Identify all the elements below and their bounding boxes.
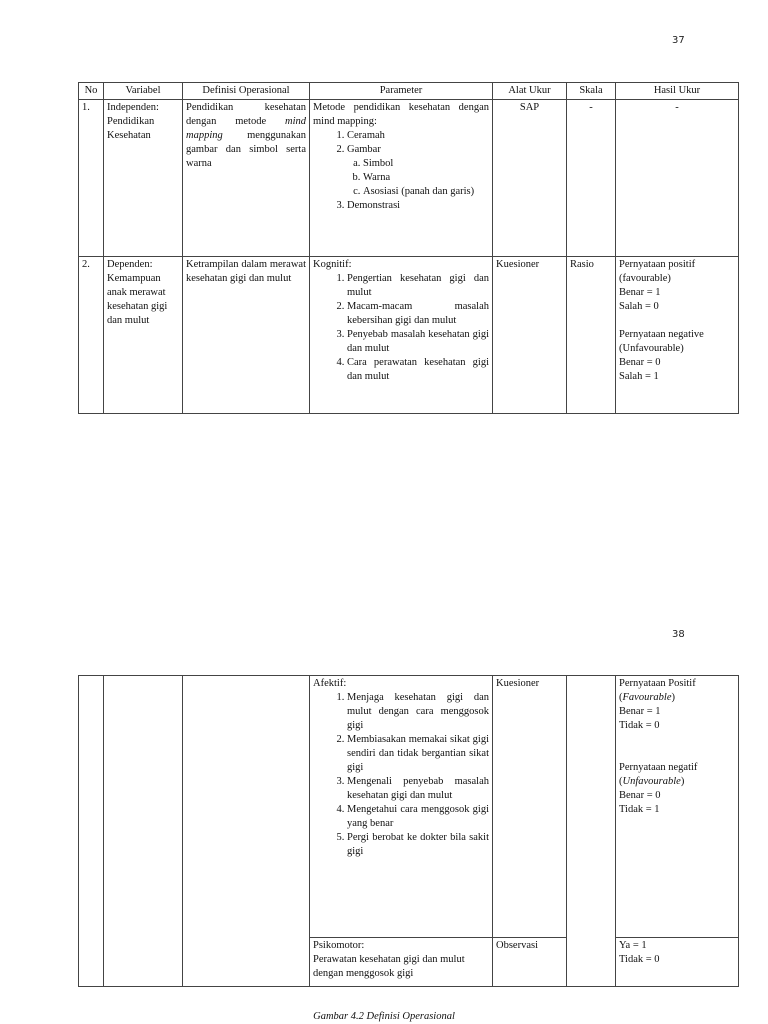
row2-parameter: [310, 257, 493, 414]
list-item: 4. Cara perawatan kesehatan gigi dan mulut: [347, 356, 489, 384]
header-no: No: [79, 83, 104, 100]
psikomotor-hasil-a: Ya = 1: [619, 940, 647, 951]
empty-cell-no: [79, 676, 104, 987]
row2-definisi: Ketrampilan dalam merawat kesehatan gigi dan mulut: [183, 257, 310, 414]
list-item: 1. Menjaga kesehatan gigi dan mulut dengan cara menggosok gigi: [347, 691, 489, 733]
empty-cell-variabel: [104, 676, 183, 987]
list-item: a. Simbol: [363, 157, 489, 171]
psikomotor-alat-ukur: Observasi: [493, 938, 567, 987]
afektif-neg-sub: Unfavourable: [622, 776, 681, 787]
page-number-38: 38: [672, 629, 685, 640]
row1-parameter-intro: Metode pendidikan kesehatan dengan mind mapping:: [313, 102, 489, 127]
row2-hasil-pos-benar: Benar = 1: [619, 287, 661, 298]
table-header-row: [79, 83, 739, 100]
row2-hasil-neg-sub: (Unfavourable): [619, 343, 684, 354]
header-definisi: Definisi Operasional: [183, 83, 310, 100]
row2-skala: Rasio: [567, 257, 616, 414]
figure-caption: Gambar 4.2 Definisi Operasional: [313, 1011, 455, 1022]
list-item: 1. Pengertian kesehatan gigi dan mulut: [347, 272, 489, 300]
afektif-pos-a: Benar = 1: [619, 706, 661, 717]
row1-alat-ukur: SAP: [493, 100, 567, 257]
operational-definition-table-page2: [78, 675, 739, 987]
row1-parameter: [310, 100, 493, 257]
row1-no: 1.: [79, 100, 104, 257]
afektif-neg-a: Benar = 0: [619, 790, 661, 801]
row1-skala: -: [567, 100, 616, 257]
row2-hasil-ukur: [616, 257, 739, 414]
row1-definisi-italic: mind mapping: [186, 116, 306, 141]
list-item: 3. Mengenali penyebab masalah kesehatan gigi dan mulut: [347, 775, 489, 803]
afektif-alat-ukur: Kuesioner: [493, 676, 567, 938]
list-item-text: Gambar: [347, 144, 381, 155]
row2-parameter-list: [313, 272, 489, 384]
page-number-37: 37: [672, 35, 685, 46]
list-item: 2. Membiasakan memakai sikat gigi sendiri dan tidak bergantian sikat gigi: [347, 733, 489, 775]
table-row: [79, 100, 739, 257]
row1-definisi-b: menggunakan gambar dan simbol serta warna: [186, 130, 306, 169]
list-item: 4. Mengetahui cara menggosok gigi yang benar: [347, 803, 489, 831]
psikomotor-text: Perawatan kesehatan gigi dan mulut dengan menggosok gigi: [313, 954, 465, 979]
psikomotor-hasil-b: Tidak = 0: [619, 954, 660, 965]
empty-cell-definisi: [183, 676, 310, 987]
row1-variabel: Independen: Pendidikan Kesehatan: [104, 100, 183, 257]
afektif-intro: Afektif:: [313, 678, 347, 689]
empty-cell-skala: [567, 676, 616, 987]
psikomotor-parameter: [310, 938, 493, 987]
list-item: 1. Ceramah: [347, 129, 489, 143]
header-alat-ukur: Alat Ukur: [493, 83, 567, 100]
psikomotor-hasil-ukur: [616, 938, 739, 987]
row2-hasil-pos-salah: Salah = 0: [619, 301, 659, 312]
table-row: [79, 257, 739, 414]
row2-alat-ukur: Kuesioner: [493, 257, 567, 414]
row2-hasil-pos-sub: (favourable): [619, 273, 671, 284]
afektif-list: [313, 691, 489, 859]
afektif-neg-b: Tidak = 1: [619, 804, 660, 815]
row2-parameter-intro: Kognitif:: [313, 259, 352, 270]
afektif-neg-label: Pernyataan negatif: [619, 762, 698, 773]
list-item: c. Asosiasi (panah dan garis): [363, 185, 489, 199]
table-row: [79, 676, 739, 938]
afektif-parameter: [310, 676, 493, 938]
header-variabel: Variabel: [104, 83, 183, 100]
list-item: [347, 143, 489, 199]
list-item: b. Warna: [363, 171, 489, 185]
header-parameter: Parameter: [310, 83, 493, 100]
row1-hasil-ukur: -: [616, 100, 739, 257]
list-item: 3. Demonstrasi: [347, 199, 489, 213]
header-skala: Skala: [567, 83, 616, 100]
header-hasil-ukur: Hasil Ukur: [616, 83, 739, 100]
afektif-pos-b: Tidak = 0: [619, 720, 660, 731]
psikomotor-intro: Psikomotor:: [313, 940, 365, 951]
afektif-hasil-ukur: [616, 676, 739, 938]
list-item: 3. Penyebab masalah kesehatan gigi dan mulut: [347, 328, 489, 356]
row1-definisi: [183, 100, 310, 257]
operational-definition-table-page1: [78, 82, 739, 414]
list-item: 5. Pergi berobat ke dokter bila sakit gigi: [347, 831, 489, 859]
row2-hasil-pos-label: Pernyataan positif: [619, 259, 696, 270]
list-item: 2. Macam-macam masalah kebersihan gigi dan mulut: [347, 300, 489, 328]
row2-hasil-neg-benar: Benar = 0: [619, 357, 661, 368]
row2-variabel: Dependen: Kemampuan anak merawat kesehatan gigi dan mulut: [104, 257, 183, 414]
afektif-pos-sub-wrap: (Favourable): [619, 692, 675, 703]
row2-no: 2.: [79, 257, 104, 414]
afektif-pos-label: Pernyataan Positif: [619, 678, 696, 689]
row1-parameter-sublist: [347, 157, 489, 199]
row2-hasil-neg-label: Pernyataan negative: [619, 329, 704, 340]
afektif-pos-sub: Favourable: [622, 692, 672, 703]
afektif-neg-sub-wrap: (Unfavourable): [619, 776, 685, 787]
row1-definisi-a: Pendidikan kesehatan dengan metode: [186, 102, 306, 127]
row1-parameter-list: [313, 129, 489, 213]
row2-hasil-neg-salah: Salah = 1: [619, 371, 659, 382]
